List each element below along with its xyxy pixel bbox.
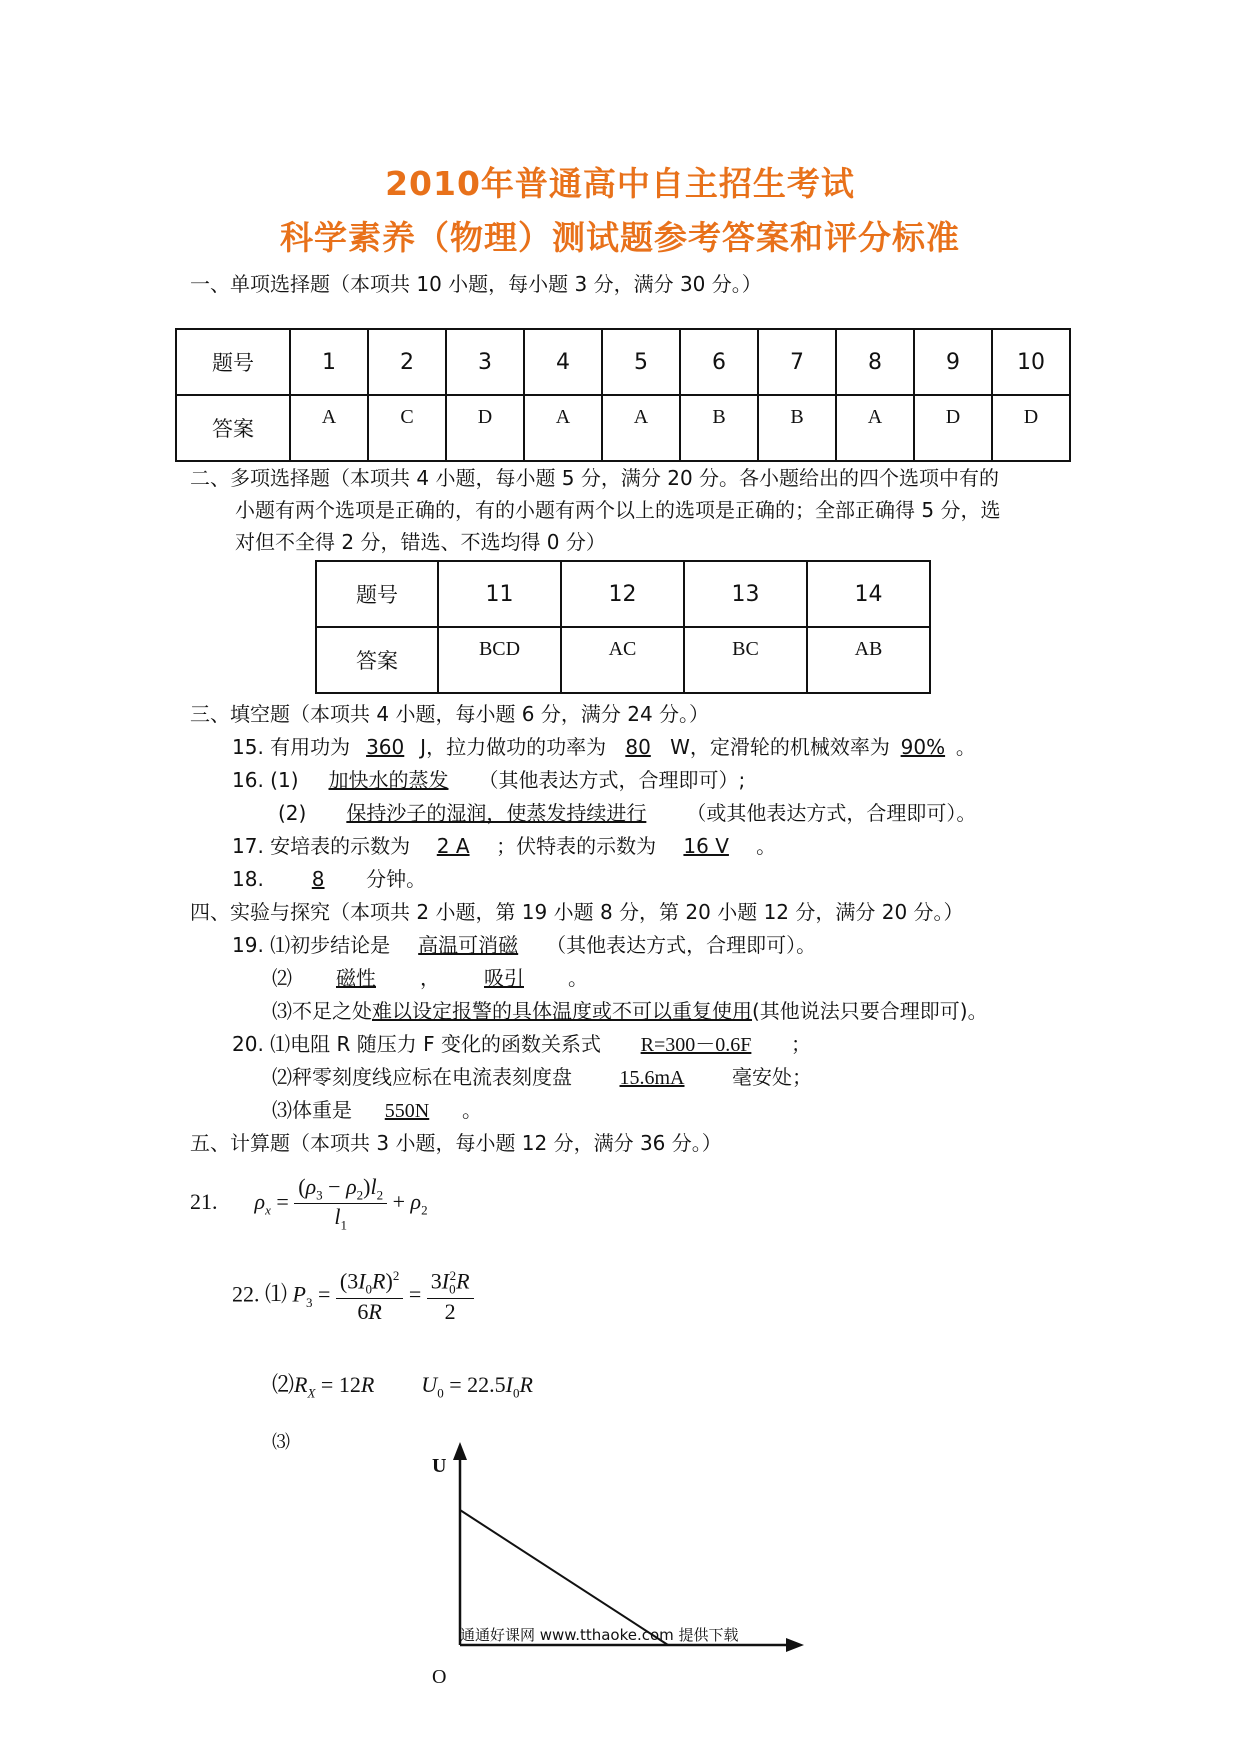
q19-1-line: 19. ⑴初步结论是 高温可消磁 （其他表达方式，合理即可）。: [232, 929, 816, 958]
section2-answer-table: [315, 560, 931, 694]
q19-2-line: ⑵ 磁性 ， 吸引 。: [272, 962, 588, 991]
q17-answer-current: 2 A: [436, 834, 470, 858]
answer-cell: B: [758, 395, 836, 461]
answer-cell: BCD: [438, 627, 561, 693]
answer-cell: D: [992, 395, 1070, 461]
question-number: 8: [836, 329, 914, 395]
question-number: 13: [684, 561, 807, 627]
q20-1-answer: R=300－0.6F: [640, 1034, 752, 1056]
q22-1-formula: 22. ⑴ $P_3$ = $\frac{(3I_0R)^2}{6R}$ = $\frac{3I_0^2R}{2}$: [232, 1268, 474, 1325]
question-number: 4: [524, 329, 602, 395]
answer-cell: D: [446, 395, 524, 461]
question-number: 14: [807, 561, 930, 627]
table-row-label-answer: 答案: [176, 395, 290, 461]
question-number: 7: [758, 329, 836, 395]
table-row-label-number: 题号: [316, 561, 438, 627]
q20-3-answer: 550N: [384, 1100, 430, 1122]
q16-1-line: 16. (1) 加快水的蒸发 （其他表达方式，合理即可）;: [232, 764, 745, 793]
table-row-label-number: 题号: [176, 329, 290, 395]
q18-answer: 8: [311, 867, 325, 891]
q20-3-line: ⑶体重是 550N 。: [272, 1098, 482, 1122]
q16-1-answer: 加快水的蒸发: [328, 768, 449, 792]
section4-heading: 四、实验与探究（本项共 2 小题，第 19 小题 8 分，第 20 小题 12 分，满分 20 分。）: [190, 900, 964, 924]
q17-line: 17. 安培表的示数为 2 A ；伏特表的示数为 16 V 。: [232, 834, 777, 858]
q22-3-label: ⑶: [272, 1432, 290, 1453]
u-line: [460, 1510, 668, 1645]
q20-2-answer: 15.6mA: [619, 1067, 685, 1089]
q19-1-answer: 高温可消磁: [418, 933, 519, 957]
q15-answer-useful-work: 360: [366, 735, 405, 759]
q20-1-line: 20. ⑴电阻 R 随压力 F 变化的函数关系式 R=300－0.6F ；: [232, 1028, 811, 1057]
table-row-label-answer: 答案: [316, 627, 438, 693]
q16-2-answer: 保持沙子的湿润，使蒸发持续进行: [346, 801, 647, 825]
question-number: 5: [602, 329, 680, 395]
q15-line: 15. 有用功为 360 J，拉力做功的功率为 80 W，定滑轮的机械效率为 90% 。: [232, 735, 976, 759]
q20-2-line: ⑵秤零刻度线应标在电流表刻度盘 15.6mA 毫安处；: [272, 1065, 812, 1089]
question-number: 3: [446, 329, 524, 395]
question-number: 2: [368, 329, 446, 395]
question-number: 9: [914, 329, 992, 395]
section3-heading: 三、填空题（本项共 4 小题，每小题 6 分，满分 24 分。）: [190, 702, 710, 726]
answer-cell: AC: [561, 627, 684, 693]
section1-answer-table: [175, 328, 1071, 462]
q18-line: 18. 8 分钟。: [232, 867, 427, 891]
answer-cell: C: [368, 395, 446, 461]
origin-label: O: [432, 1666, 447, 1688]
answer-cell: B: [680, 395, 758, 461]
y-axis-label: U: [432, 1455, 447, 1477]
answer-cell: BC: [684, 627, 807, 693]
page-title: 2010年普通高中自主招生考试: [385, 164, 855, 203]
answer-cell: A: [602, 395, 680, 461]
q19-2-answer-1: 磁性: [336, 966, 376, 990]
q21-formula: 21. $\rho_x$ = $\frac{(\rho_3 - \rho_2)l_2}{l_1}$ + $\rho_2$: [190, 1174, 428, 1233]
q19-3-line: ⑶不足之处难以设定报警的具体温度或不可以重复使用(其他说法只要合理即可)。: [272, 995, 988, 1024]
q17-answer-voltage: 16 V: [683, 834, 729, 858]
q19-3-answer: 难以设定报警的具体温度或不可以重复使用: [372, 999, 752, 1023]
q19-2-answer-2: 吸引: [484, 966, 524, 990]
q21-fraction: $\frac{(\rho_3 - \rho_2)l_2}{l_1}$: [294, 1174, 387, 1234]
question-number: 1: [290, 329, 368, 395]
answer-cell: A: [836, 395, 914, 461]
q22-1-fraction-1: $\frac{(3I_0R)^2}{6R}$: [336, 1268, 403, 1325]
question-number: 11: [438, 561, 561, 627]
q22-2-formula: $⑵R_X = 12R$ $U_0 = 22.5I_0R$: [272, 1372, 533, 1401]
question-number: 10: [992, 329, 1070, 395]
answer-cell: D: [914, 395, 992, 461]
u-graph: [420, 1440, 820, 1710]
question-number: 12: [561, 561, 684, 627]
q22-1-fraction-2: $\frac{3I_0^2R}{2}$: [427, 1268, 474, 1325]
answer-cell: A: [290, 395, 368, 461]
page-subtitle: 科学素养（物理）测试题参考答案和评分标准: [280, 218, 960, 257]
x-axis-arrow: [786, 1638, 804, 1652]
y-axis-arrow: [453, 1442, 467, 1460]
q15-answer-efficiency: 90%: [900, 735, 946, 759]
section5-heading: 五、计算题（本项共 3 小题，每小题 12 分，满分 36 分。）: [190, 1131, 722, 1155]
watermark: 通通好课网 www.tthaoke.com 提供下载: [460, 1626, 739, 1644]
answer-cell: AB: [807, 627, 930, 693]
question-number: 6: [680, 329, 758, 395]
q15-answer-power: 80: [625, 735, 651, 759]
section1-heading: 一、单项选择题（本项共 10 小题，每小题 3 分，满分 30 分。）: [190, 272, 762, 296]
q16-2-line: (2) 保持沙子的湿润，使蒸发持续进行 （或其他表达方式，合理即可）。: [278, 797, 976, 826]
section2-heading: 二、多项选择题（本项共 4 小题，每小题 5 分，满分 20 分。各小题给出的四个选项中有的 小题有两个选项是正确的，有的小题有两个以上的选项是正确的；全部正确得 5 分，选 对但不全得 2 分，错选、不选均得 0 分）: [190, 466, 1001, 554]
answer-cell: A: [524, 395, 602, 461]
